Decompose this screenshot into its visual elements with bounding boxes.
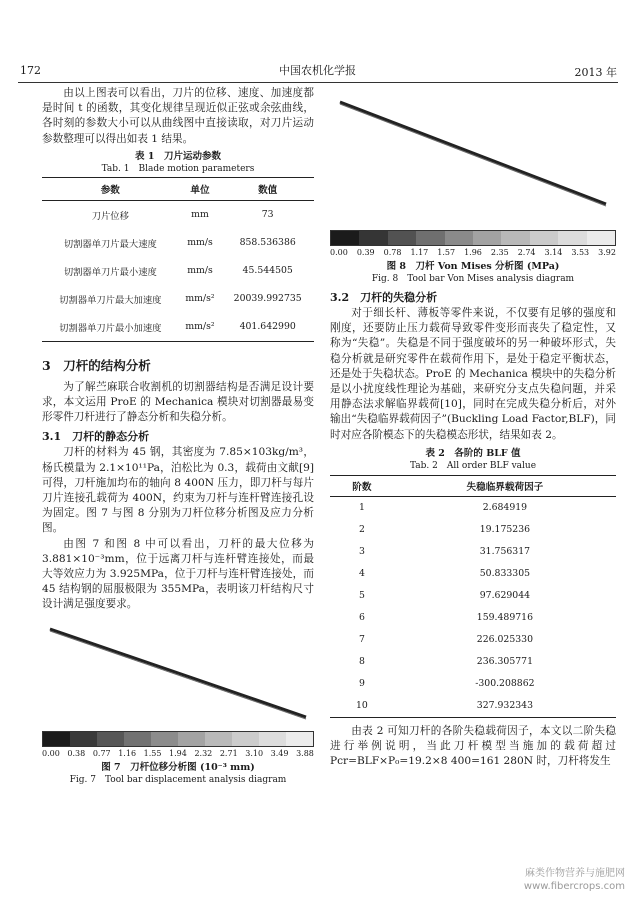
table1-caption-cn: 表 1 刀片运动参数 bbox=[135, 150, 221, 162]
table-cell: 73 bbox=[261, 209, 274, 221]
site-watermark bbox=[524, 867, 625, 893]
fig8-caption-cn: 图 8 刀杆 Von Mises 分析图 (MPa) bbox=[386, 261, 560, 272]
table-row bbox=[330, 673, 616, 695]
fig7-scale-swatch bbox=[124, 732, 151, 746]
watermark-line1: 麻类作物营养与施肥网 bbox=[525, 868, 625, 879]
static-analysis-paragraph: 刀杆的材料为 45 钢，其密度为 7.85×103kg/m³，杨氏模量为 2.1×10¹¹Pa，泊松比为 0.3，载荷由文献[9]可得，刀杆施加均布的轴向 8 400N 压力，即刀杆与每片刀片连接孔载荷为 400N，约束为刀杆与连杆臂连接孔设为固定。图 7 与图 8 分别为刀杆位移分析图及应力分析图。 bbox=[42, 446, 314, 535]
fig7-scale-ticks bbox=[42, 749, 314, 758]
table-row bbox=[42, 229, 314, 257]
fig8-scale-tick: 2.74 bbox=[517, 248, 536, 257]
table1-caption-en: Tab. 1 Blade motion parameters bbox=[101, 163, 255, 174]
table-cell: 8 bbox=[358, 656, 365, 668]
table-cell: mm/s² bbox=[185, 293, 215, 305]
fig8-color-scale bbox=[330, 230, 616, 246]
fig7-scale-swatch bbox=[259, 732, 286, 746]
table-row bbox=[330, 695, 616, 718]
table-row bbox=[330, 496, 616, 519]
table-cell: -300.208862 bbox=[475, 678, 535, 690]
fig8-scale-tick: 0.78 bbox=[383, 248, 402, 257]
fig7-scale-tick: 3.49 bbox=[270, 748, 289, 758]
conclusion-paragraph: 由表 2 可知刀杆的各阶失稳载荷因子，本文以二阶失稳进行举例说明，当此刀杆模型当施加的载荷超过 Pcr=BLF×P₀=19.2×8 400=161 280N 时，刀杆将发生 bbox=[330, 724, 616, 768]
table-cell: 5 bbox=[358, 590, 365, 602]
fig8-scale-swatch bbox=[558, 231, 586, 245]
table-cell: 97.629044 bbox=[479, 590, 531, 602]
table-cell: 50.833305 bbox=[479, 568, 531, 580]
table-cell: 6 bbox=[358, 612, 365, 624]
table-row bbox=[42, 285, 314, 313]
subsection-heading: 3.2 刀杆的失稳分析 bbox=[330, 291, 438, 304]
figure-8 bbox=[330, 86, 616, 285]
table-cell: 31.756317 bbox=[479, 546, 531, 558]
table-cell: mm/s bbox=[187, 265, 213, 277]
table-cell: 切割器单刀片最大加速度 bbox=[59, 294, 162, 306]
buckling-paragraph: 对于细长杆、薄板等零件来说，不仅要有足够的强度和刚度，还要防止压力载荷导致零件变形而丧失了稳定性，又称为“失稳”。失稳是不同于强度破坏的另一种破坏形式，失稳分析就是研究零件在载荷作用下，是处于稳定平衡状态，还是处于失稳状态。ProE 的 Mechanica 模块中的失稳分析是以小扰度线性理论为基础，来研究分支点失稳问题，并采用静态法求解临界载荷[10]，同时在完成失稳分析后，对外输出“失稳临界载荷因子”(Buckling Load Factor,BLF)，同时对应各阶模态下的失稳模态形状，结果如表 2。 bbox=[330, 307, 616, 441]
table-cell: 切割器单刀片最小加速度 bbox=[59, 322, 162, 334]
table-cell: 2 bbox=[358, 524, 365, 536]
table-cell: mm/s² bbox=[185, 321, 215, 333]
table-cell: 401.642990 bbox=[239, 321, 296, 333]
fig8-scale-swatch bbox=[445, 231, 473, 245]
fig8-scale-tick: 3.14 bbox=[544, 248, 563, 257]
table-row bbox=[330, 607, 616, 629]
table-cell: 327.932343 bbox=[476, 700, 533, 712]
fig8-scale-swatch bbox=[388, 231, 416, 245]
table1-header: 参数 bbox=[42, 177, 179, 200]
fig7-color-scale bbox=[42, 731, 314, 747]
fig8-scale-tick: 1.96 bbox=[464, 248, 482, 257]
table1-header: 单位 bbox=[179, 177, 222, 200]
fig7-scale-tick: 0.77 bbox=[92, 748, 111, 758]
subsection-heading: 3.1 刀杆的静态分析 bbox=[42, 430, 150, 444]
table-row bbox=[330, 629, 616, 651]
table-row bbox=[330, 651, 616, 673]
fig8-fea-image bbox=[330, 86, 616, 226]
fig8-scale-tick: 0.39 bbox=[356, 248, 375, 257]
table-row bbox=[42, 313, 314, 342]
table-cell: 2.684919 bbox=[482, 502, 528, 514]
table-cell: mm bbox=[191, 209, 209, 221]
table-blade-motion bbox=[42, 177, 314, 342]
fig7-scale-tick: 2.32 bbox=[194, 748, 213, 758]
table-cell: 1 bbox=[358, 502, 365, 514]
table-cell: 159.489716 bbox=[476, 612, 533, 624]
table-cell: 10 bbox=[355, 700, 368, 712]
fig8-scale-tick: 1.57 bbox=[437, 248, 456, 257]
table-blf-values bbox=[330, 475, 616, 718]
fig7-scale-swatch bbox=[232, 732, 259, 746]
figure-7 bbox=[42, 619, 314, 786]
right-column bbox=[330, 86, 616, 769]
fig7-scale-tick: 3.88 bbox=[296, 748, 314, 758]
fig8-scale-ticks bbox=[330, 248, 616, 257]
table2-header: 失稳临界载荷因子 bbox=[394, 475, 616, 496]
table-row bbox=[330, 563, 616, 585]
fig7-scale-swatch bbox=[151, 732, 178, 746]
section3-paragraph: 为了解苎麻联合收割机的切割器结构是否满足设计要求，本文运用 ProE 的 Mechanica 模块对切割器最易变形零件刀杆进行了静态分析和失稳分析。 bbox=[42, 380, 314, 424]
fig8-scale-swatch bbox=[359, 231, 387, 245]
fig8-caption-en: Fig. 8 Tool bar Von Mises analysis diagram bbox=[371, 274, 575, 284]
header-rule bbox=[18, 82, 618, 83]
table-cell: 20039.992735 bbox=[233, 293, 302, 305]
fig7-scale-swatch bbox=[97, 732, 124, 746]
table-row bbox=[330, 541, 616, 563]
fig8-scale-tick: 3.53 bbox=[571, 248, 590, 257]
table-cell: mm/s bbox=[187, 237, 213, 249]
left-column bbox=[42, 86, 314, 786]
table-cell: 切割器单刀片最大速度 bbox=[63, 238, 157, 250]
fig7-scale-tick: 1.16 bbox=[118, 748, 137, 758]
table-cell: 4 bbox=[358, 568, 365, 580]
table-cell: 9 bbox=[358, 678, 365, 690]
table-row bbox=[330, 585, 616, 607]
table-row bbox=[330, 519, 616, 541]
fig7-scale-swatch bbox=[286, 732, 313, 746]
section-heading: 3 刀杆的结构分析 bbox=[42, 357, 151, 373]
table-cell: 45.544505 bbox=[242, 265, 293, 277]
fig8-scale-tick: 3.92 bbox=[598, 248, 616, 257]
table-cell: 7 bbox=[358, 634, 365, 646]
fig8-scale-swatch bbox=[587, 231, 615, 245]
fig7-fea-image bbox=[42, 619, 314, 727]
journal-name: 中国农机化学报 bbox=[279, 64, 356, 77]
intro-paragraph: 由以上图表可以看出，刀片的位移、速度、加速度都是时间 t 的函数，其变化规律呈现近似正弦或余弦曲线，各时刻的参数大小可以从曲线图中直接读取，对刀片运动参数整理可以得出如表 1 结果。 bbox=[42, 87, 314, 145]
fig8-scale-swatch bbox=[501, 231, 529, 245]
fig8-scale-swatch bbox=[416, 231, 444, 245]
fig7-scale-swatch bbox=[70, 732, 97, 746]
fig7-scale-tick: 1.55 bbox=[143, 748, 162, 758]
table-row bbox=[42, 200, 314, 229]
table-cell: 858.536386 bbox=[239, 237, 296, 249]
table-cell: 3 bbox=[358, 546, 365, 558]
fig8-scale-tick: 0.00 bbox=[330, 248, 348, 257]
fig8-scale-tick: 2.35 bbox=[490, 248, 509, 257]
table-cell: 236.305771 bbox=[476, 656, 533, 668]
fig8-scale-tick: 1.17 bbox=[410, 248, 429, 257]
running-header bbox=[0, 60, 635, 82]
fig8-scale-swatch bbox=[473, 231, 501, 245]
fig8-scale-swatch bbox=[331, 231, 359, 245]
table-cell: 226.025330 bbox=[476, 634, 533, 646]
table-row bbox=[42, 257, 314, 285]
table2-caption-cn: 表 2 各阶的 BLF 值 bbox=[425, 447, 521, 459]
fig7-scale-tick: 3.10 bbox=[245, 748, 264, 758]
fig7-caption-cn: 图 7 刀杆位移分析图 (10⁻³ mm) bbox=[101, 761, 255, 773]
table-cell: 切割器单刀片最小速度 bbox=[63, 266, 157, 278]
page-number: 172 bbox=[20, 64, 41, 77]
table-cell: 刀片位移 bbox=[91, 210, 129, 222]
fig7-scale-swatch bbox=[43, 732, 70, 746]
fig7-scale-tick: 0.00 bbox=[42, 748, 60, 758]
fig7-scale-tick: 1.94 bbox=[169, 748, 187, 758]
fig7-caption-en: Fig. 7 Tool bar displacement analysis diagram bbox=[69, 774, 287, 785]
fig7-scale-swatch bbox=[205, 732, 232, 746]
fig8-scale-swatch bbox=[530, 231, 558, 245]
fig7-scale-tick: 2.71 bbox=[219, 748, 238, 758]
fig7-scale-tick: 0.38 bbox=[67, 748, 86, 758]
static-result-paragraph: 由图 7 和图 8 中可以看出，刀杆的最大位移为 3.881×10⁻³mm，位于远离刀杆与连杆臂连接处，而最大等效应力为 3.925MPa，位于刀杆与连杆臂连接处，而 45 结构钢的屈服极限为 355MPa，表明该刀杆结构尺寸设计满足强度要求。 bbox=[42, 537, 314, 611]
table1-header: 数值 bbox=[221, 177, 314, 200]
table-cell: 19.175236 bbox=[479, 524, 531, 536]
table2-header: 阶数 bbox=[330, 475, 394, 496]
table2-caption-en: Tab. 2 All order BLF value bbox=[409, 460, 537, 471]
fig7-scale-swatch bbox=[178, 732, 205, 746]
watermark-line2: www.fibercrops.com bbox=[523, 881, 625, 892]
journal-year: 2013 年 bbox=[574, 66, 617, 79]
